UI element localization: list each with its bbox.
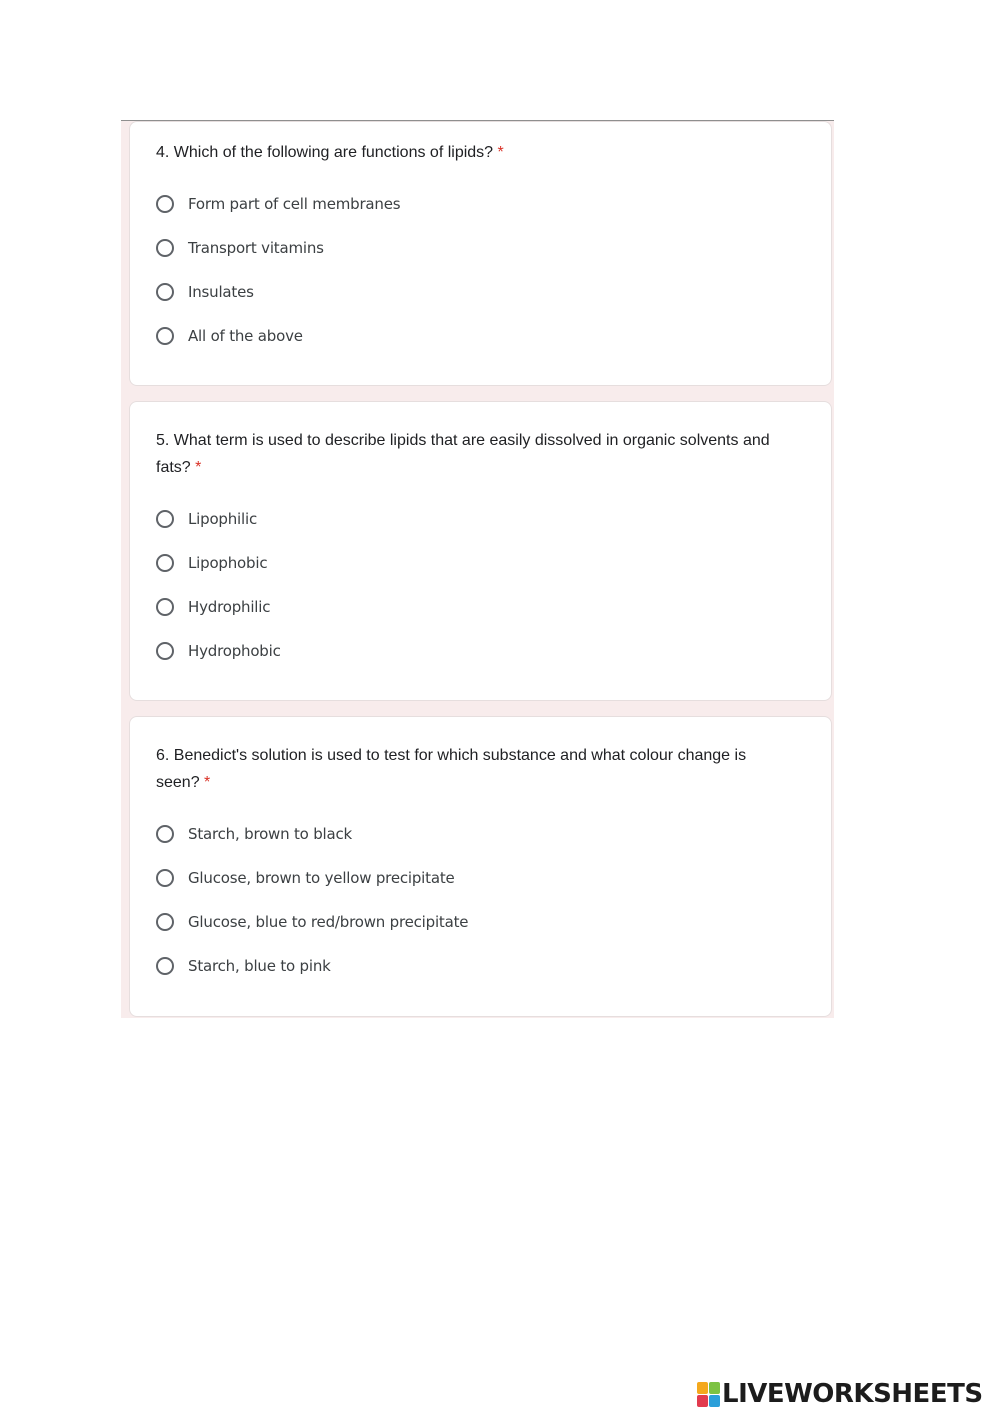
option-radio[interactable] [156, 594, 270, 620]
question-card-5 [129, 401, 832, 701]
option-label: Lipophilic [188, 510, 258, 528]
radio-circle-icon[interactable] [156, 598, 174, 616]
logo-square [709, 1395, 720, 1407]
radio-circle-icon[interactable] [156, 283, 174, 301]
question-card-6 [129, 716, 832, 1017]
option-radio[interactable] [156, 550, 267, 576]
option-radio[interactable] [156, 638, 281, 664]
option-radio[interactable] [156, 909, 468, 935]
option-label: All of the above [188, 327, 303, 345]
option-label: Lipophobic [188, 554, 268, 572]
logo-square [697, 1395, 708, 1407]
radio-circle-icon[interactable] [156, 825, 174, 843]
option-radio[interactable] [156, 235, 324, 261]
option-label: Glucose, brown to yellow precipitate [188, 869, 455, 887]
radio-circle-icon[interactable] [156, 913, 174, 931]
question-title: 4. Which of the following are functions of lipids? * [156, 144, 504, 161]
option-radio[interactable] [156, 279, 254, 305]
logo-square [709, 1382, 720, 1394]
required-asterisk: * [204, 774, 211, 791]
logo-text: LIVEWORKSHEETS [722, 1379, 983, 1409]
option-label: Hydrophilic [188, 598, 271, 616]
radio-circle-icon[interactable] [156, 510, 174, 528]
question-card-4 [129, 121, 832, 386]
radio-circle-icon[interactable] [156, 554, 174, 572]
liveworksheets-mark-icon [697, 1382, 719, 1406]
option-radio[interactable] [156, 821, 352, 847]
option-label: Transport vitamins [188, 239, 324, 257]
radio-circle-icon[interactable] [156, 195, 174, 213]
option-radio[interactable] [156, 953, 331, 979]
logo-square [697, 1382, 708, 1394]
option-label: Starch, blue to pink [188, 957, 331, 975]
radio-circle-icon[interactable] [156, 642, 174, 660]
option-radio[interactable] [156, 865, 455, 891]
option-label: Insulates [188, 283, 254, 301]
radio-circle-icon[interactable] [156, 239, 174, 257]
radio-circle-icon[interactable] [156, 869, 174, 887]
liveworksheets-logo [697, 1379, 983, 1409]
radio-circle-icon[interactable] [156, 327, 174, 345]
option-radio[interactable] [156, 323, 303, 349]
option-label: Starch, brown to black [188, 825, 353, 843]
required-asterisk: * [195, 459, 202, 476]
option-radio[interactable] [156, 506, 257, 532]
question-title: 6. Benedict's solution is used to test for which substance and what colour change is seen? * [156, 747, 747, 791]
required-asterisk: * [497, 144, 504, 161]
option-label: Form part of cell membranes [188, 195, 401, 213]
form-screenshot [121, 120, 834, 1018]
question-title: 5. What term is used to describe lipids that are easily dissolved in organic solvents and fats? * [156, 432, 770, 476]
option-label: Glucose, blue to red/brown precipitate [188, 913, 469, 931]
option-label: Hydrophobic [188, 642, 281, 660]
radio-circle-icon[interactable] [156, 957, 174, 975]
option-radio[interactable] [156, 191, 400, 217]
